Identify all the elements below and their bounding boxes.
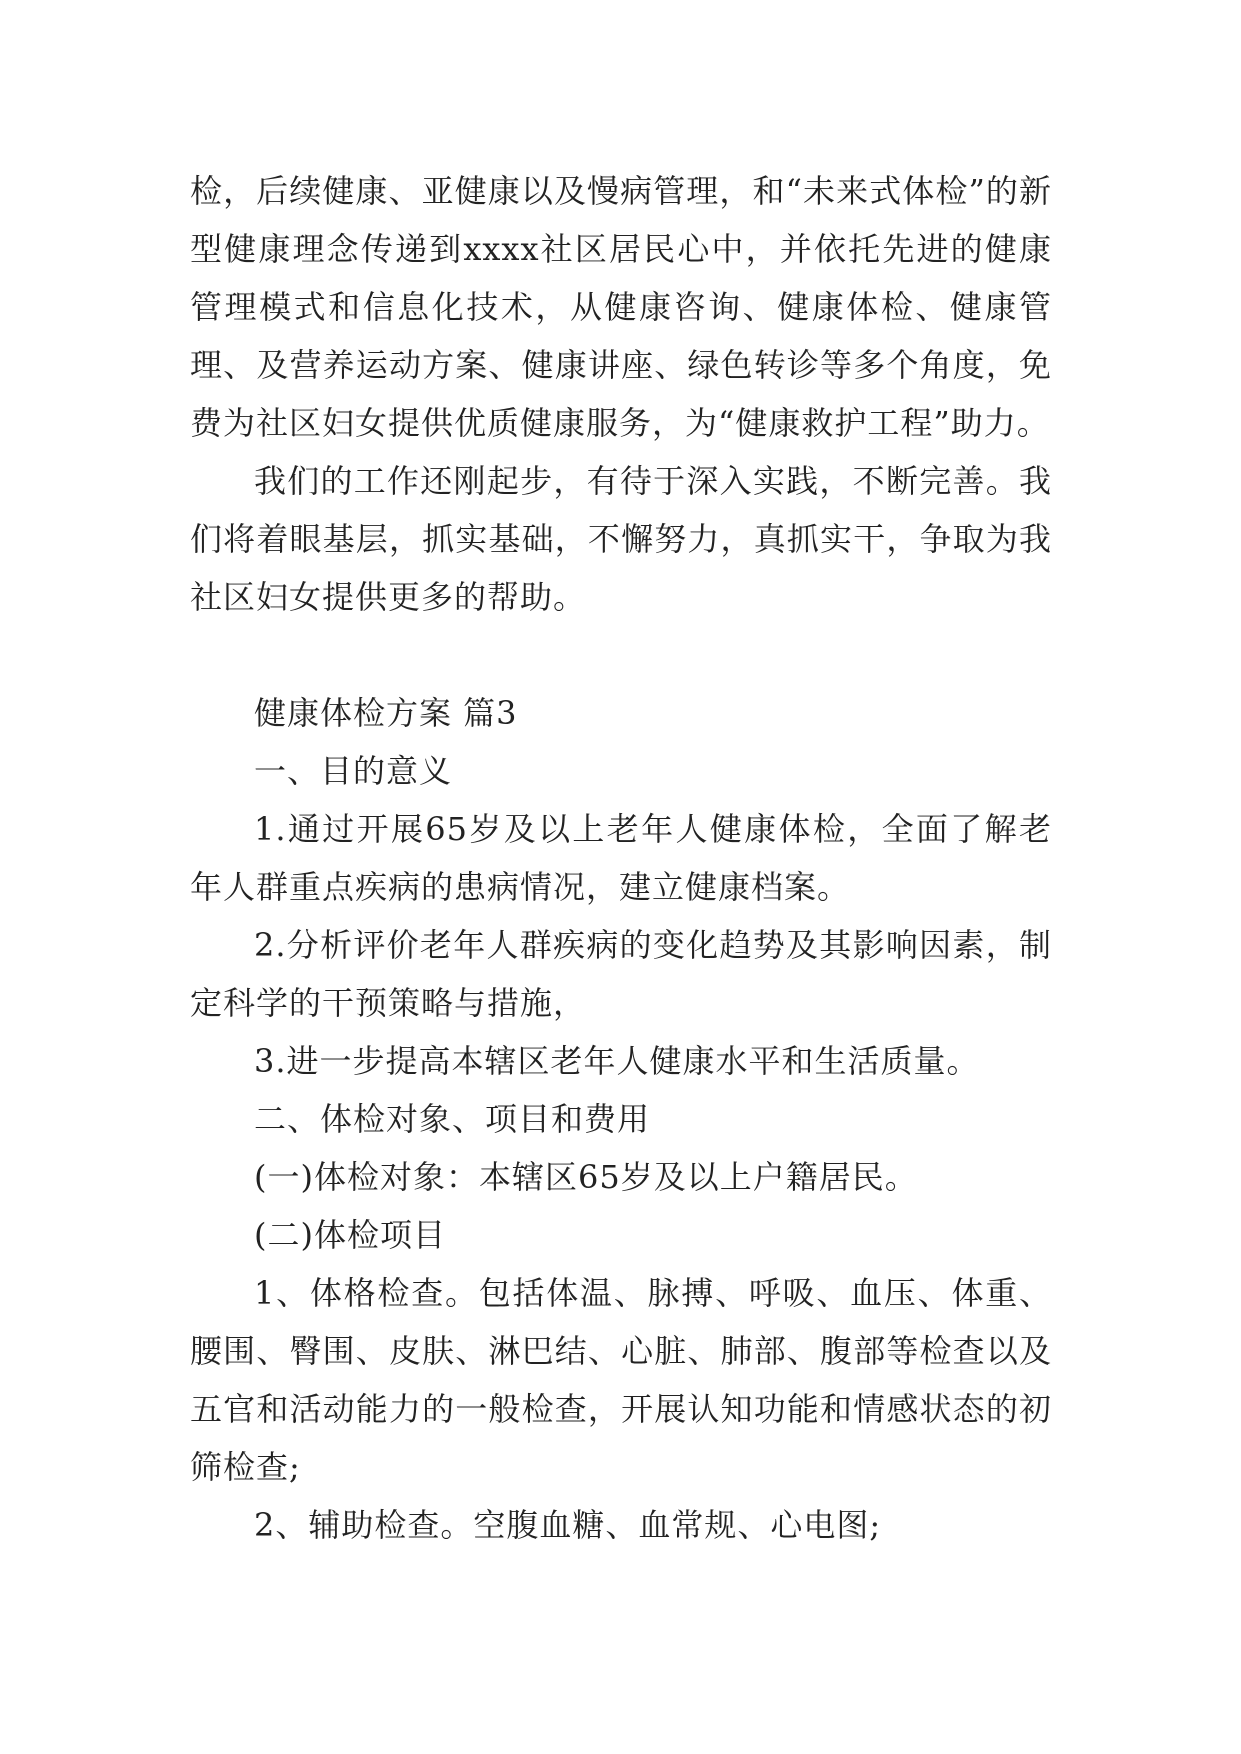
purpose-item-2: 2.分析评价老年人群疾病的变化趋势及其影响因素，制定科学的干预策略与措施， <box>190 926 1052 1022</box>
subheading-target-people: (一)体检对象：本辖区65岁及以上户籍居民。 <box>254 1158 918 1196</box>
purpose-item-3: 3.进一步提高本辖区老年人健康水平和生活质量。 <box>254 1042 980 1080</box>
heading-targets: 二、体检对象、项目和费用 <box>254 1100 651 1138</box>
section-title: 健康体检方案 篇3 <box>254 694 518 732</box>
document-body <box>190 162 1052 1554</box>
subheading-exam-items: (二)体检项目 <box>254 1216 446 1254</box>
exam-item-1: 1、体格检查。包括体温、脉搏、呼吸、血压、体重、腰围、臀围、皮肤、淋巴结、心脏、肺部、腹部等检查以及五官和活动能力的一般检查，开展认知功能和情感状态的初筛检查; <box>190 1274 1052 1486</box>
purpose-item-1: 1.通过开展65岁及以上老年人健康体检，全面了解老年人群重点疾病的患病情况，建立健康档案。 <box>190 810 1052 906</box>
exam-item-2: 2、辅助检查。空腹血糖、血常规、心电图; <box>254 1506 882 1544</box>
paragraph-closing: 我们的工作还刚起步，有待于深入实践，不断完善。我们将着眼基层，抓实基础，不懈努力，真抓实干，争取为我社区妇女提供更多的帮助。 <box>190 462 1052 616</box>
paragraph-continuation: 检，后续健康、亚健康以及慢病管理，和“未来式体检”的新型健康理念传递到xxxx社区居民心中，并依托先进的健康管理模式和信息化技术，从健康咨询、健康体检、健康管理、及营养运动方案、健康讲座、绿色转诊等多个角度，免费为社区妇女提供优质健康服务，为“健康救护工程”助力。 <box>190 172 1052 442</box>
heading-purpose: 一、目的意义 <box>254 752 453 790</box>
